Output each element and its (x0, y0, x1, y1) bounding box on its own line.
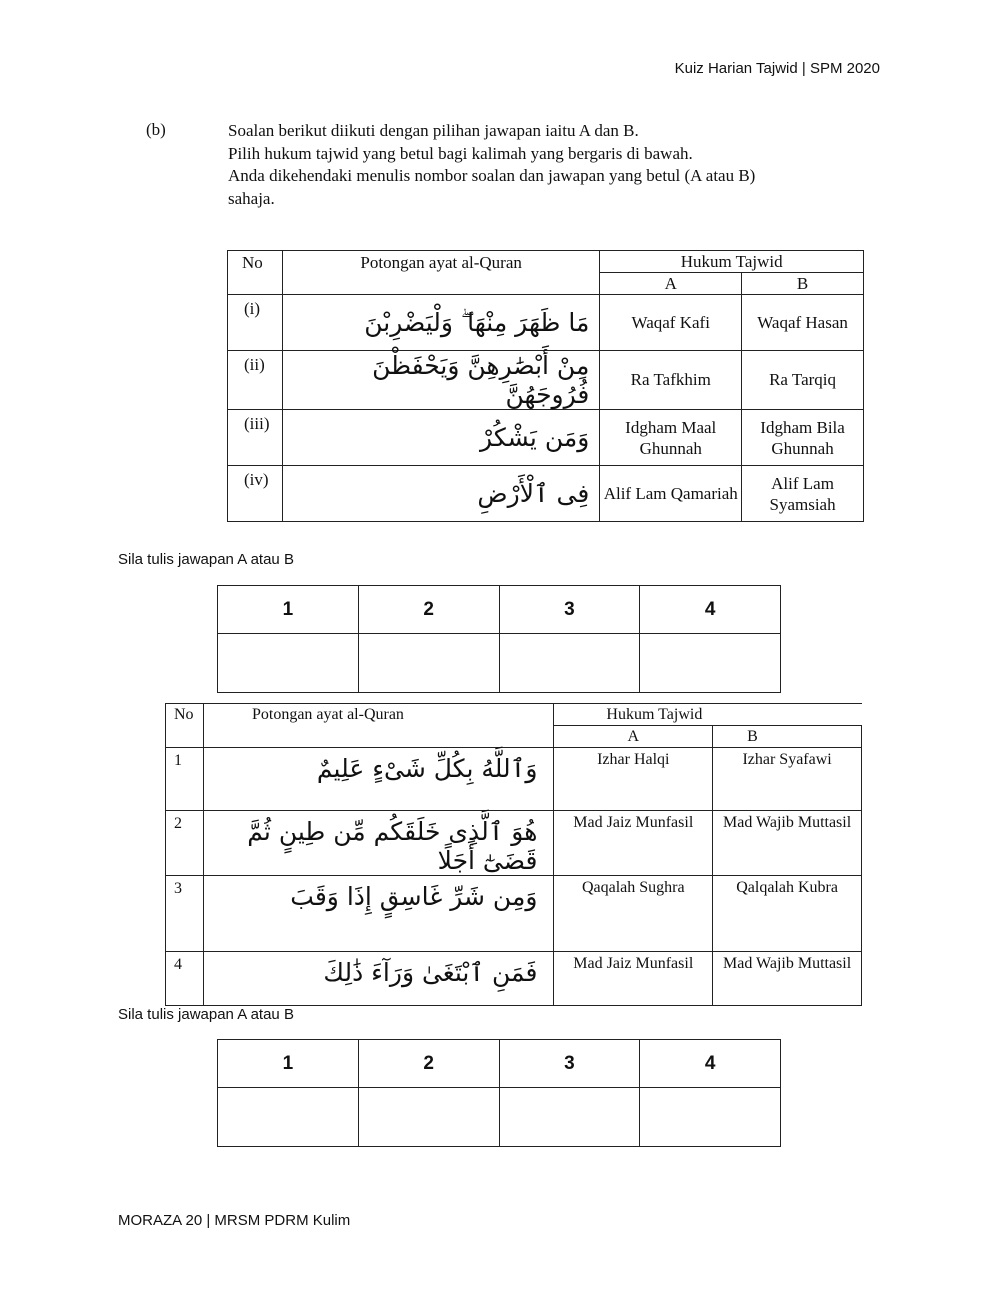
instruction-line: Anda dikehendaki menulis nombor soalan dan jawapan yang betul (A atau B) (228, 166, 756, 185)
option-b: Waqaf Hasan (742, 295, 864, 351)
answer-column-header: 1 (218, 586, 359, 634)
row-number: 1 (166, 748, 204, 811)
answer-cell-3[interactable] (499, 634, 640, 693)
page-header: Kuiz Harian Tajwid | SPM 2020 (674, 60, 880, 77)
header-hukum: Hukum Tajwid (600, 251, 864, 273)
row-number: (iv) (228, 466, 283, 522)
table-row (228, 410, 864, 466)
option-b: Mad Wajib Muttasil (713, 811, 862, 876)
answer-cell-2[interactable] (358, 1088, 499, 1147)
answer-cell-1[interactable] (218, 1088, 359, 1147)
answer-cell-1[interactable] (218, 634, 359, 693)
row-number: 3 (166, 876, 204, 952)
table-row (228, 295, 864, 351)
row-number: (ii) (228, 351, 283, 410)
section-label: (b) (146, 120, 166, 139)
answer-column-header: 4 (640, 1040, 781, 1088)
answer-cell-4[interactable] (640, 634, 781, 693)
header-ayat: Potongan ayat al-Quran (282, 251, 599, 295)
answer-column-header: 4 (640, 586, 781, 634)
question-table-2 (165, 703, 862, 1006)
quran-verse: مِنْ أَبْصَٰرِهِنَّ وَيَحْفَظْنَ فُرُوجَهُنَّ (282, 351, 599, 410)
answer-column-header: 3 (499, 1040, 640, 1088)
option-a: Ra Tafkhim (600, 351, 742, 410)
header-hukum: Hukum Tajwid (554, 704, 862, 726)
option-a: Idgham Maal Ghunnah (600, 410, 742, 466)
option-b: Alif Lam Syamsiah (742, 466, 864, 522)
header-a: A (554, 726, 713, 748)
row-number: (i) (228, 295, 283, 351)
header-b: B (713, 726, 862, 748)
header-a: A (600, 273, 742, 295)
header-b: B (742, 273, 864, 295)
instruction-line: Soalan berikut diikuti dengan pilihan jawapan iaitu A dan B. (228, 121, 639, 140)
option-a: Alif Lam Qamariah (600, 466, 742, 522)
instruction-line: sahaja. (228, 188, 275, 208)
option-a: Izhar Halqi (554, 748, 713, 811)
quran-verse: مَا ظَهَرَ مِنْهَا ۖ وَلْيَضْرِبْنَ (282, 295, 599, 351)
row-number: 2 (166, 811, 204, 876)
answer-grid-1 (217, 585, 781, 693)
answer-cell-4[interactable] (640, 1088, 781, 1147)
table-row (228, 466, 864, 522)
quran-verse: وَٱللَّهُ بِكُلِّ شَىْءٍ عَلِيمٌ (203, 748, 553, 811)
instruction-line: Pilih hukum tajwid yang betul bagi kalimah yang bergaris di bawah. (228, 143, 693, 163)
row-number: (iii) (228, 410, 283, 466)
option-b: Mad Wajib Muttasil (713, 952, 862, 1006)
option-a: Mad Jaiz Munfasil (554, 811, 713, 876)
quran-verse: هُوَ ٱلَّذِى خَلَقَكُم مِّن طِينٍ ثُمَّ قَضَىٰٓ أَجَلًا (203, 811, 553, 876)
page-footer: MORAZA 20 | MRSM PDRM Kulim (118, 1212, 351, 1229)
row-number: 4 (166, 952, 204, 1006)
header-ayat: Potongan ayat al-Quran (203, 704, 553, 748)
option-b: Qalqalah Kubra (713, 876, 862, 952)
option-a: Mad Jaiz Munfasil (554, 952, 713, 1006)
answer-column-header: 2 (358, 1040, 499, 1088)
option-b: Izhar Syafawi (713, 748, 862, 811)
answer-column-header: 2 (358, 586, 499, 634)
table-row (228, 351, 864, 410)
table-row (166, 876, 862, 952)
quran-verse: فِى ٱلْأَرْضِ (282, 466, 599, 522)
table-row (166, 811, 862, 876)
option-b: Idgham Bila Ghunnah (742, 410, 864, 466)
header-no: No (228, 251, 283, 295)
instructions (228, 120, 848, 210)
answer-instruction: Sila tulis jawapan A atau B (118, 1006, 294, 1023)
answer-grid-2 (217, 1039, 781, 1147)
table-row (166, 952, 862, 1006)
header-no: No (166, 704, 204, 748)
quran-verse: وَمَن يَشْكُرْ (282, 410, 599, 466)
answer-column-header: 3 (499, 586, 640, 634)
answer-instruction: Sila tulis jawapan A atau B (118, 551, 294, 568)
quran-verse: وَمِن شَرِّ غَاسِقٍ إِذَا وَقَبَ (203, 876, 553, 952)
quran-verse: فَمَنِ ٱبْتَغَىٰ وَرَآءَ ذَٰلِكَ (203, 952, 553, 1006)
answer-cell-2[interactable] (358, 634, 499, 693)
option-b: Ra Tarqiq (742, 351, 864, 410)
answer-cell-3[interactable] (499, 1088, 640, 1147)
table-row (166, 748, 862, 811)
question-table-1 (227, 250, 864, 522)
answer-column-header: 1 (218, 1040, 359, 1088)
option-a: Waqaf Kafi (600, 295, 742, 351)
option-a: Qaqalah Sughra (554, 876, 713, 952)
